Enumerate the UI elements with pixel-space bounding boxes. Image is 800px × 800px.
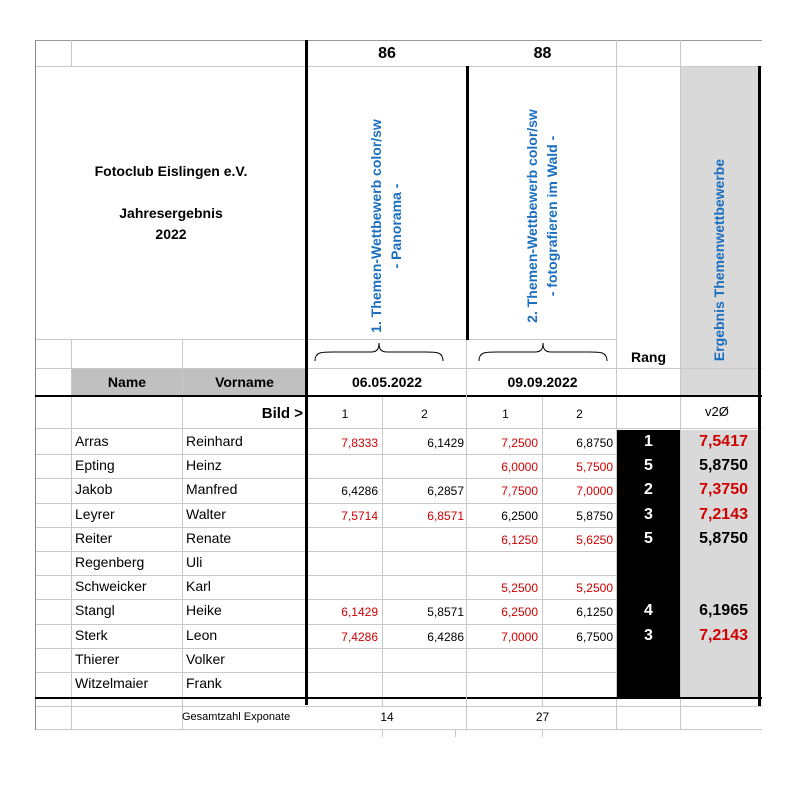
score-c2-pic1: 6,0000	[501, 460, 538, 474]
score-c2-pic1: 5,2500	[501, 581, 538, 595]
score-c2-pic2: 7,0000	[576, 484, 613, 498]
name-cell: Jakob	[75, 481, 113, 497]
vorname-cell: Renate	[186, 530, 232, 546]
result-cell: 7,3750	[699, 481, 748, 498]
score-c2-pic2: 5,2500	[576, 581, 613, 595]
comp1-pic1-label: 1	[341, 407, 349, 421]
score-c1-pic1: 6,4286	[341, 484, 378, 498]
vorname-cell: Heinz	[186, 457, 222, 473]
report-subtitle: Jahresergebnis	[119, 205, 223, 221]
club-title: Fotoclub Eislingen e.V.	[94, 163, 248, 179]
comp1-date: 06.05.2022	[351, 374, 423, 390]
vorname-cell: Frank	[186, 675, 222, 691]
comp2-brace	[477, 341, 609, 365]
rank-cell: 5	[644, 530, 653, 547]
vorname-cell: Uli	[186, 554, 203, 570]
bild-label: Bild >	[261, 405, 303, 422]
rank-cell: 3	[644, 627, 653, 644]
score-c2-pic2: 6,8750	[576, 436, 613, 450]
vorname-cell: Manfred	[186, 481, 238, 497]
rank-cell: 2	[644, 481, 653, 498]
result-cell: 7,2143	[699, 506, 748, 523]
table-row	[0, 430, 800, 454]
comp1-pic2-label: 2	[421, 407, 428, 421]
comp2-title: 2. Themen-Wettbewerb color/sw - fotografieren im Wald -	[524, 109, 560, 323]
vorname-cell: Leon	[186, 627, 218, 643]
name-cell: Sterk	[75, 627, 108, 643]
result-cell: 5,8750	[699, 530, 748, 547]
vorname-cell: Heike	[186, 602, 222, 618]
result-cell: 6,1965	[699, 602, 748, 619]
comp1-number: 86	[378, 45, 396, 62]
rank-cell: 3	[644, 506, 653, 523]
name-column-header: Name	[107, 374, 147, 390]
comp2-total: 27	[535, 710, 550, 724]
vorname-cell: Reinhard	[186, 433, 243, 449]
average-label: v2Ø	[705, 404, 729, 419]
score-c2-pic1: 6,2500	[501, 605, 538, 619]
score-c1-pic1: 6,1429	[341, 605, 378, 619]
score-c1-pic2: 5,8571	[427, 605, 464, 619]
vorname-cell: Karl	[186, 578, 211, 594]
score-c1-pic1: 7,4286	[341, 630, 378, 644]
vorname-cell: Volker	[186, 651, 225, 667]
footer-label: Gesamtzahl Exponate	[182, 711, 291, 723]
score-c1-pic2: 6,1429	[427, 436, 464, 450]
table-row	[0, 478, 800, 502]
comp1-total: 14	[380, 710, 394, 724]
rank-cell: 5	[644, 457, 653, 474]
name-cell: Arras	[75, 433, 109, 449]
table-row	[0, 599, 800, 623]
result-cell: 7,2143	[699, 627, 748, 644]
comp2-pic2-label: 2	[576, 407, 583, 421]
score-c2-pic2: 5,6250	[576, 533, 613, 547]
table-row	[0, 672, 800, 696]
name-cell: Epting	[75, 457, 115, 473]
name-cell: Reiter	[75, 530, 113, 546]
rank-cell: 4	[644, 602, 653, 619]
score-c2-pic1: 6,1250	[501, 533, 538, 547]
result-title: Ergebnis Themenwettbewerbe	[711, 158, 727, 362]
rank-cell: 1	[644, 433, 653, 450]
score-c2-pic1: 7,2500	[501, 436, 538, 450]
score-c2-pic2: 6,7500	[576, 630, 613, 644]
report-year: 2022	[155, 226, 187, 242]
name-cell: Witzelmaier	[75, 675, 149, 691]
name-cell: Stangl	[75, 602, 115, 618]
table-row	[0, 503, 800, 527]
score-c1-pic1: 7,5714	[341, 509, 378, 523]
score-c1-pic2: 6,4286	[427, 630, 464, 644]
score-c2-pic1: 7,0000	[501, 630, 538, 644]
score-c2-pic2: 6,1250	[576, 605, 613, 619]
table-row	[0, 454, 800, 478]
score-c1-pic2: 6,2857	[427, 484, 464, 498]
score-c1-pic2: 6,8571	[427, 509, 464, 523]
score-c2-pic1: 6,2500	[501, 509, 538, 523]
table-row	[0, 624, 800, 648]
comp1-title: 1. Themen-Wettbewerb color/sw - Panorama -	[368, 119, 404, 333]
table-row	[0, 551, 800, 575]
result-cell: 7,5417	[699, 433, 748, 450]
score-c1-pic1: 7,8333	[341, 436, 378, 450]
vorname-cell: Walter	[186, 506, 226, 522]
name-cell: Schweicker	[75, 578, 147, 594]
score-c2-pic2: 5,7500	[576, 460, 613, 474]
comp1-brace	[313, 341, 445, 365]
comp2-number: 88	[533, 45, 552, 62]
rank-header: Rang	[631, 349, 666, 365]
table-row	[0, 575, 800, 599]
table-row	[0, 527, 800, 551]
name-cell: Regenberg	[75, 554, 145, 570]
score-c2-pic2: 5,8750	[576, 509, 613, 523]
score-c2-pic1: 7,7500	[501, 484, 538, 498]
vorname-column-header: Vorname	[215, 374, 274, 390]
name-cell: Leyrer	[75, 506, 115, 522]
table-row	[0, 648, 800, 672]
comp2-date: 09.09.2022	[507, 374, 578, 390]
comp2-pic1-label: 1	[502, 407, 509, 421]
name-cell: Thierer	[75, 651, 120, 667]
result-cell: 5,8750	[699, 457, 748, 474]
